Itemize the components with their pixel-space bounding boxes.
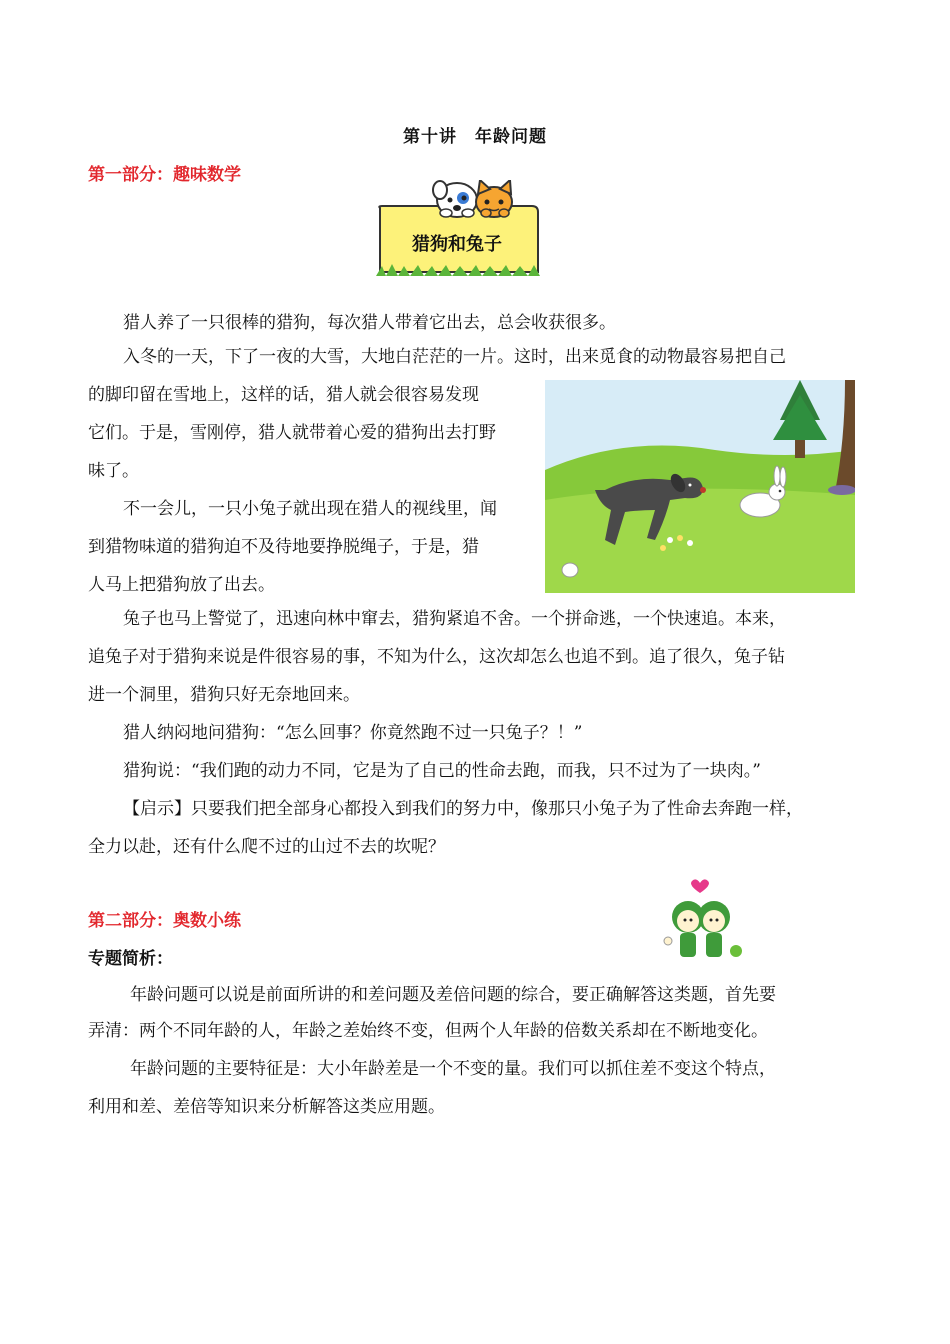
story-paragraph-4-line3: 进一个洞里，猎狗只好无奈地回来。	[88, 685, 360, 705]
part1-heading: 第一部分：趣味数学	[88, 165, 241, 185]
story-paragraph-5: 猎人纳闷地问猎狗：“怎么回事？你竟然跑不过一只兔子？！”	[123, 723, 583, 743]
story-paragraph-2-line1: 入冬的一天，下了一夜的大雪，大地白茫茫的一片。这时，出来觅食的动物最容易把自己	[123, 347, 786, 367]
story-paragraph-2-line4: 味了。	[88, 461, 139, 481]
story-moral-line1: 【启示】只要我们把全部身心都投入到我们的努力中，像那只小兔子为了性命去奔跑一样，	[123, 799, 803, 819]
sign-illustration	[372, 180, 542, 278]
page-title: 第十讲 年龄问题	[403, 127, 547, 147]
story-title-sign	[372, 180, 542, 278]
kids-illustration	[660, 875, 748, 965]
sign-text: 猎狗和兔子	[412, 234, 502, 255]
story-paragraph-2-line2: 的脚印留在雪地上，这样的话，猎人就会很容易发现	[88, 385, 479, 405]
story-paragraph-6: 猎狗说：“我们跑的动力不同，它是为了自己的性命去跑，而我，只不过为了一块肉。”	[123, 761, 761, 781]
analysis-paragraph-1-line1: 年龄问题可以说是前面所讲的和差问题及差倍问题的综合，要正确解答这类题，首先要	[130, 985, 776, 1005]
story-paragraph-3-line2: 到猎物味道的猎狗迫不及待地要挣脱绳子，于是，猎	[88, 537, 479, 557]
analysis-paragraph-2-line1: 年龄问题的主要特征是：大小年龄差是一个不变的量。我们可以抓住差不变这个特点，	[130, 1059, 776, 1079]
story-paragraph-3-line3: 人马上把猎狗放了出去。	[88, 575, 275, 595]
story-moral-line2: 全力以赴，还有什么爬不过的山过不去的坎呢？	[88, 837, 445, 857]
topic-analysis-heading: 专题简析：	[88, 949, 173, 969]
analysis-paragraph-2-line2: 利用和差、差倍等知识来分析解答这类应用题。	[88, 1097, 445, 1117]
story-paragraph-2-line3: 它们。于是，雪刚停，猎人就带着心爱的猎狗出去打野	[88, 423, 496, 443]
part2-heading: 第二部分：奥数小练	[88, 911, 241, 931]
story-paragraph-3-line1: 不一会儿，一只小兔子就出现在猎人的视线里，闻	[123, 499, 497, 519]
story-paragraph-4-line2: 追兔子对于猎狗来说是件很容易的事，不知为什么，这次却怎么也追不到。追了很久，兔子钻	[88, 647, 785, 667]
story-paragraph-4-line1: 兔子也马上警觉了，迅速向林中窜去，猎狗紧追不舍。一个拼命逃，一个快速追。本来，	[123, 609, 786, 629]
dog-chasing-rabbit-illustration	[545, 380, 855, 593]
story-paragraph-1: 猎人养了一只很棒的猎狗，每次猎人带着它出去，总会收获很多。	[123, 313, 616, 333]
analysis-paragraph-1-line2: 弄清：两个不同年龄的人，年龄之差始终不变，但两个人年龄的倍数关系却在不断地变化。	[88, 1021, 768, 1041]
